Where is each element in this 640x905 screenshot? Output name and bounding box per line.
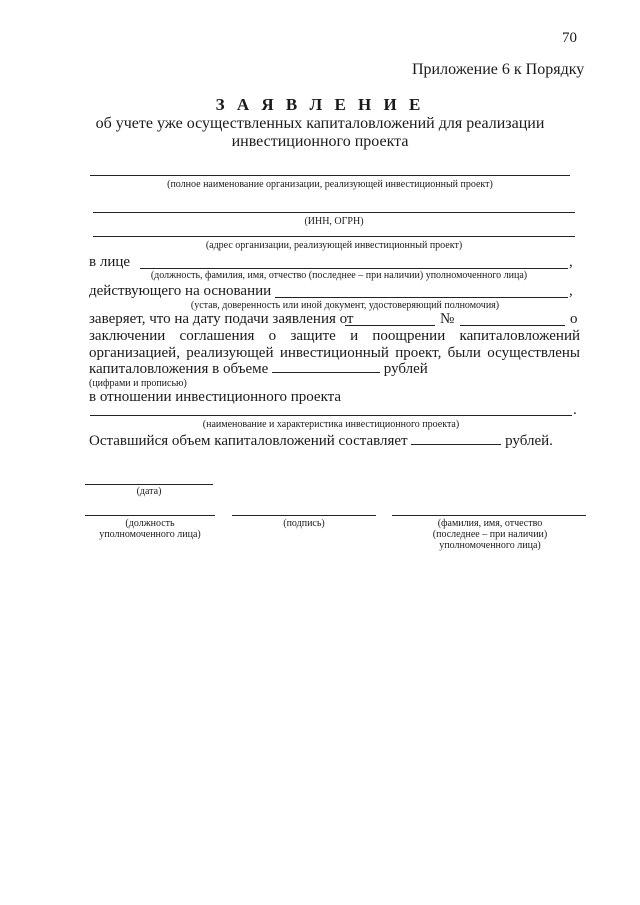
remaining-volume-row xyxy=(89,433,553,450)
subtitle-line-2: инвестиционного проекта xyxy=(231,133,409,150)
page-number: 70 xyxy=(562,30,577,46)
investment-amount-field[interactable] xyxy=(272,372,380,373)
address-caption: (адрес организации, реализующей инвестиционный проект) xyxy=(205,240,463,251)
application-number-field[interactable] xyxy=(460,325,565,326)
certifies-text-3: организацией, реализующей инвестиционный проект, были осуществлены xyxy=(89,345,580,361)
acting-basis-label: действующего на основании xyxy=(89,283,272,299)
fio-caption xyxy=(400,518,580,551)
amount-caption: (цифрами и прописью) xyxy=(89,378,187,389)
number-sign: № xyxy=(440,311,455,327)
project-field[interactable] xyxy=(90,415,572,416)
certifies-text-2: заключении соглашения о защите и поощрении капиталовложений xyxy=(89,328,580,344)
inn-ogrn-caption: (ИНН, ОГРН) xyxy=(304,216,364,227)
position-field[interactable] xyxy=(85,515,215,516)
person-comma: , xyxy=(569,254,573,270)
address-field[interactable] xyxy=(93,236,575,237)
org-name-caption: (полное наименование организации, реализующей инвестиционный проект) xyxy=(167,179,493,190)
remaining-amount-field[interactable] xyxy=(411,444,501,445)
in-person-label: в лице xyxy=(89,254,131,270)
org-name-field[interactable] xyxy=(90,175,570,176)
investment-volume-label: капиталовложения в объеме xyxy=(89,361,269,377)
regarding-project-label: в отношении инвестиционного проекта xyxy=(89,389,342,405)
investment-rubles-label: рублей xyxy=(383,361,428,377)
document-title: З А Я В Л Е Н И Е xyxy=(215,95,425,114)
fio-caption-line-3: уполномоченного лица) xyxy=(439,540,541,551)
fio-caption-line-2: (последнее – при наличии) xyxy=(432,529,548,540)
document-subtitle xyxy=(60,115,580,151)
basis-field[interactable] xyxy=(275,297,568,298)
certifies-text-1: заверяет, что на дату подачи заявления от xyxy=(89,311,354,327)
remaining-rubles-label: рублей. xyxy=(505,433,553,449)
fio-caption-line-1: (фамилия, имя, отчество xyxy=(437,518,543,529)
position-caption xyxy=(70,518,230,540)
project-period: . xyxy=(573,402,577,418)
basis-comma: , xyxy=(569,283,573,299)
application-date-field[interactable] xyxy=(345,325,435,326)
signature-caption: (подпись) xyxy=(283,518,325,529)
person-caption: (должность, фамилия, имя, отчество (последнее – при наличии) уполномоченного лица) xyxy=(150,270,528,281)
appendix-label: Приложение 6 к Порядку xyxy=(412,61,585,78)
subtitle-line-1: об учете уже осуществленных капиталовложений для реализации xyxy=(95,115,545,132)
date-field[interactable] xyxy=(85,484,213,485)
letter-o: о xyxy=(570,311,578,327)
date-caption: (дата) xyxy=(136,486,162,497)
project-caption: (наименование и характеристика инвестиционного проекта) xyxy=(202,419,460,430)
investment-volume-row xyxy=(89,361,428,378)
fio-field[interactable] xyxy=(392,515,586,516)
person-field[interactable] xyxy=(140,268,568,269)
remaining-volume-label: Оставшийся объем капиталовложений составляет xyxy=(89,433,408,449)
position-caption-line-2: уполномоченного лица) xyxy=(99,529,201,540)
basis-caption: (устав, доверенность или иной документ, удостоверяющий полномочия) xyxy=(190,300,500,311)
inn-ogrn-field[interactable] xyxy=(93,212,575,213)
position-caption-line-1: (должность xyxy=(125,518,175,529)
signature-field[interactable] xyxy=(232,515,376,516)
